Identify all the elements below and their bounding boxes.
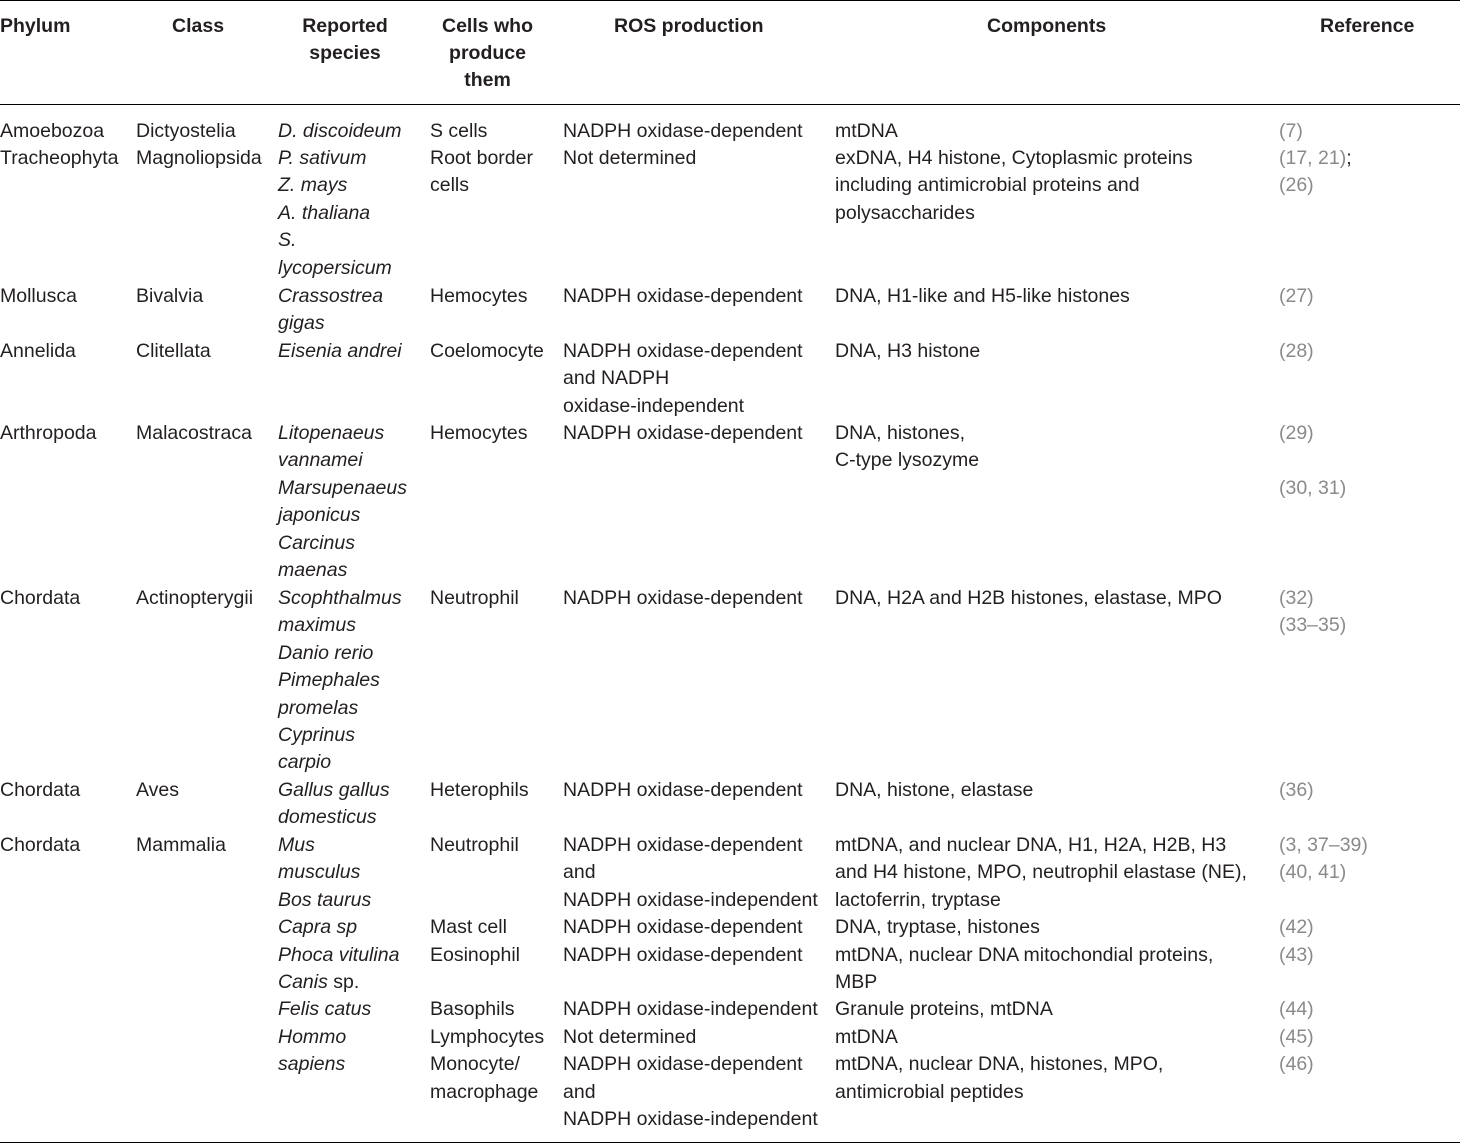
species-cell: gigas: [278, 312, 325, 335]
class-cell: Dictyostelia: [136, 120, 236, 142]
reference-cell: (32): [1279, 587, 1314, 609]
reference-cell: (30, 31): [1279, 476, 1347, 499]
species-cell: Mus: [278, 834, 315, 856]
components-cell: DNA, H2A and H2B histones, elastase, MPO: [835, 587, 1222, 609]
class-cell: Bivalvia: [136, 285, 204, 307]
species-cell: Cyprinus: [278, 724, 355, 746]
cells-cell: S cells: [430, 120, 488, 142]
reference-cell: (43): [1279, 943, 1314, 966]
components-cell: antimicrobial peptides: [835, 1080, 1024, 1103]
top-rule: [0, 0, 1460, 1]
cells-cell: Neutrophil: [430, 834, 519, 856]
components-cell: Granule proteins, mtDNA: [835, 998, 1053, 1021]
class-cell: Actinopterygii: [136, 587, 254, 609]
phylum-cell: Arthropoda: [0, 422, 97, 444]
ros-cell: NADPH oxidase-dependent: [563, 587, 803, 609]
ros-cell: NADPH oxidase-dependent: [563, 422, 803, 444]
species-cell: Scophthalmus: [278, 587, 402, 609]
components-cell: mtDNA: [835, 1025, 898, 1048]
species-cell: Capra sp: [278, 916, 358, 939]
species-cell: D. discoideum: [278, 120, 402, 142]
header-components: Components: [987, 15, 1107, 37]
components-cell: mtDNA: [835, 120, 898, 142]
components-cell: DNA, histone, elastase: [835, 779, 1034, 801]
components-cell: DNA, histones,: [835, 422, 966, 444]
ros-cell: NADPH oxidase-dependent: [563, 340, 803, 362]
ros-cell: NADPH oxidase-independent: [563, 998, 818, 1021]
reference-cell: (45): [1279, 1025, 1314, 1048]
species-cell: japonicus: [278, 504, 361, 527]
components-cell: including antimicrobial proteins and: [835, 174, 1140, 197]
header-class: Class: [172, 15, 225, 37]
phylum-cell: Tracheophyta: [0, 147, 119, 169]
header-species-line: Reported: [302, 15, 388, 37]
components-cell: mtDNA, nuclear DNA mitochondial proteins,: [835, 943, 1214, 966]
phylum-cell: Chordata: [0, 587, 81, 609]
components-cell: DNA, H1-like and H5-like histones: [835, 285, 1130, 307]
species-cell: P. sativum: [278, 147, 367, 169]
species-cell: lycopersicum: [278, 256, 392, 279]
species-cell: Litopenaeus: [278, 422, 385, 444]
species-cell: Danio rerio: [278, 641, 374, 664]
header-species-line: species: [309, 42, 381, 64]
cells-cell: Mast cell: [430, 916, 507, 939]
header-cells-line: them: [464, 69, 511, 91]
species-cell: Carcinus: [278, 531, 355, 554]
phylum-cell: Amoebozoa: [0, 120, 105, 142]
ros-cell: NADPH oxidase-independent: [563, 888, 818, 911]
header-cells-line: produce: [449, 42, 526, 64]
species-cell: Bos taurus: [278, 888, 372, 911]
ros-cell: oxidase-independent: [563, 394, 745, 417]
ros-cell: and: [563, 861, 596, 884]
ros-cell: Not determined: [563, 1025, 697, 1048]
class-cell: Aves: [136, 779, 179, 801]
species-cell: Phoca vitulina: [278, 943, 400, 966]
components-cell: lactoferrin, tryptase: [835, 888, 1001, 911]
species-cell: Z. mays: [278, 174, 348, 197]
components-cell: polysaccharides: [835, 201, 975, 224]
header-cells-line: Cells who: [441, 15, 534, 37]
components-cell: MBP: [835, 971, 878, 993]
phylum-cell: Mollusca: [0, 285, 77, 307]
cells-cell: macrophage: [430, 1080, 539, 1103]
phylum-cell: Annelida: [0, 340, 76, 362]
reference-cell: (26): [1279, 174, 1314, 197]
header-species: [290, 13, 400, 67]
cells-cell: Basophils: [430, 998, 515, 1021]
components-cell: DNA, H3 histone: [835, 340, 981, 362]
header-reference: Reference: [1320, 15, 1415, 37]
components-cell: exDNA, H4 histone, Cytoplasmic proteins: [835, 147, 1193, 169]
reference-cell: (27): [1279, 285, 1314, 307]
components-cell: DNA, tryptase, histones: [835, 916, 1040, 939]
species-cell: carpio: [278, 751, 332, 774]
phylum-cell: Chordata: [0, 779, 81, 801]
species-cell: vannamei: [278, 449, 363, 472]
species-cell: promelas: [278, 696, 359, 719]
ros-cell: and: [563, 1080, 596, 1103]
cells-cell: Eosinophil: [430, 943, 520, 966]
ros-cell: NADPH oxidase-independent: [563, 1108, 818, 1130]
species-cell: Marsupenaeus: [278, 476, 407, 499]
cells-cell: cells: [430, 174, 470, 197]
cells-cell: Root border: [430, 147, 533, 169]
header-phylum: Phylum: [0, 15, 71, 37]
species-cell: sapiens: [278, 1053, 346, 1076]
reference-cell: (42): [1279, 916, 1314, 939]
class-cell: Magnoliopsida: [136, 147, 262, 169]
ros-cell: NADPH oxidase-dependent: [563, 285, 803, 307]
reference-cell: (17, 21);: [1279, 147, 1352, 169]
cells-cell: Hemocytes: [430, 285, 528, 307]
species-cell: S.: [278, 229, 297, 252]
reference-cell: (3, 37–39): [1279, 834, 1368, 856]
cells-cell: Lymphocytes: [430, 1025, 545, 1048]
components-cell: mtDNA, and nuclear DNA, H1, H2A, H2B, H3: [835, 834, 1227, 856]
components-cell: and H4 histone, MPO, neutrophil elastase (NE),: [835, 861, 1247, 884]
ros-cell: NADPH oxidase-dependent: [563, 120, 803, 142]
species-cell: Hommo: [278, 1025, 347, 1048]
cells-cell: Neutrophil: [430, 587, 519, 609]
reference-cell: (28): [1279, 340, 1314, 362]
class-cell: Clitellata: [136, 340, 211, 362]
bottom-rule: [0, 1142, 1460, 1143]
cells-cell: Hemocytes: [430, 422, 528, 444]
species-cell: Crassostrea: [278, 285, 384, 307]
header-ros: ROS production: [614, 15, 764, 37]
ros-cell: NADPH oxidase-dependent: [563, 779, 803, 801]
components-cell: mtDNA, nuclear DNA, histones, MPO,: [835, 1053, 1164, 1076]
cells-cell: Heterophils: [430, 779, 529, 801]
ros-cell: NADPH oxidase-dependent: [563, 834, 803, 856]
species-cell: musculus: [278, 861, 361, 884]
species-cell: A. thaliana: [278, 201, 371, 224]
header-rule: [0, 104, 1460, 105]
components-cell: C-type lysozyme: [835, 449, 980, 472]
ros-cell: and NADPH: [563, 367, 670, 390]
ros-cell: NADPH oxidase-dependent: [563, 943, 803, 966]
species-cell: maenas: [278, 559, 348, 581]
species-cell: Felis catus: [278, 998, 372, 1021]
species-cell: Pimephales: [278, 669, 380, 692]
reference-cell: (33–35): [1279, 614, 1347, 637]
cells-cell: Monocyte/: [430, 1053, 520, 1076]
species-cell: maximus: [278, 614, 357, 637]
species-cell: domesticus: [278, 806, 377, 829]
ros-cell: Not determined: [563, 147, 697, 169]
reference-cell: (44): [1279, 998, 1314, 1021]
class-cell: Mammalia: [136, 834, 226, 856]
ros-cell: NADPH oxidase-dependent: [563, 916, 803, 939]
reference-cell: (7): [1279, 120, 1303, 142]
reference-cell: (36): [1279, 779, 1314, 801]
species-cell: Eisenia andrei: [278, 340, 402, 362]
reference-cell: (46): [1279, 1053, 1314, 1076]
reference-cell: (40, 41): [1279, 861, 1347, 884]
species-cell: Canis sp.: [278, 971, 360, 993]
ros-cell: NADPH oxidase-dependent: [563, 1053, 803, 1076]
cells-cell: Coelomocyte: [430, 340, 544, 362]
species-cell: Gallus gallus: [278, 779, 390, 801]
reference-cell: (29): [1279, 422, 1314, 444]
phylum-cell: Chordata: [0, 834, 81, 856]
header-cells: [430, 13, 545, 94]
class-cell: Malacostraca: [136, 422, 252, 444]
